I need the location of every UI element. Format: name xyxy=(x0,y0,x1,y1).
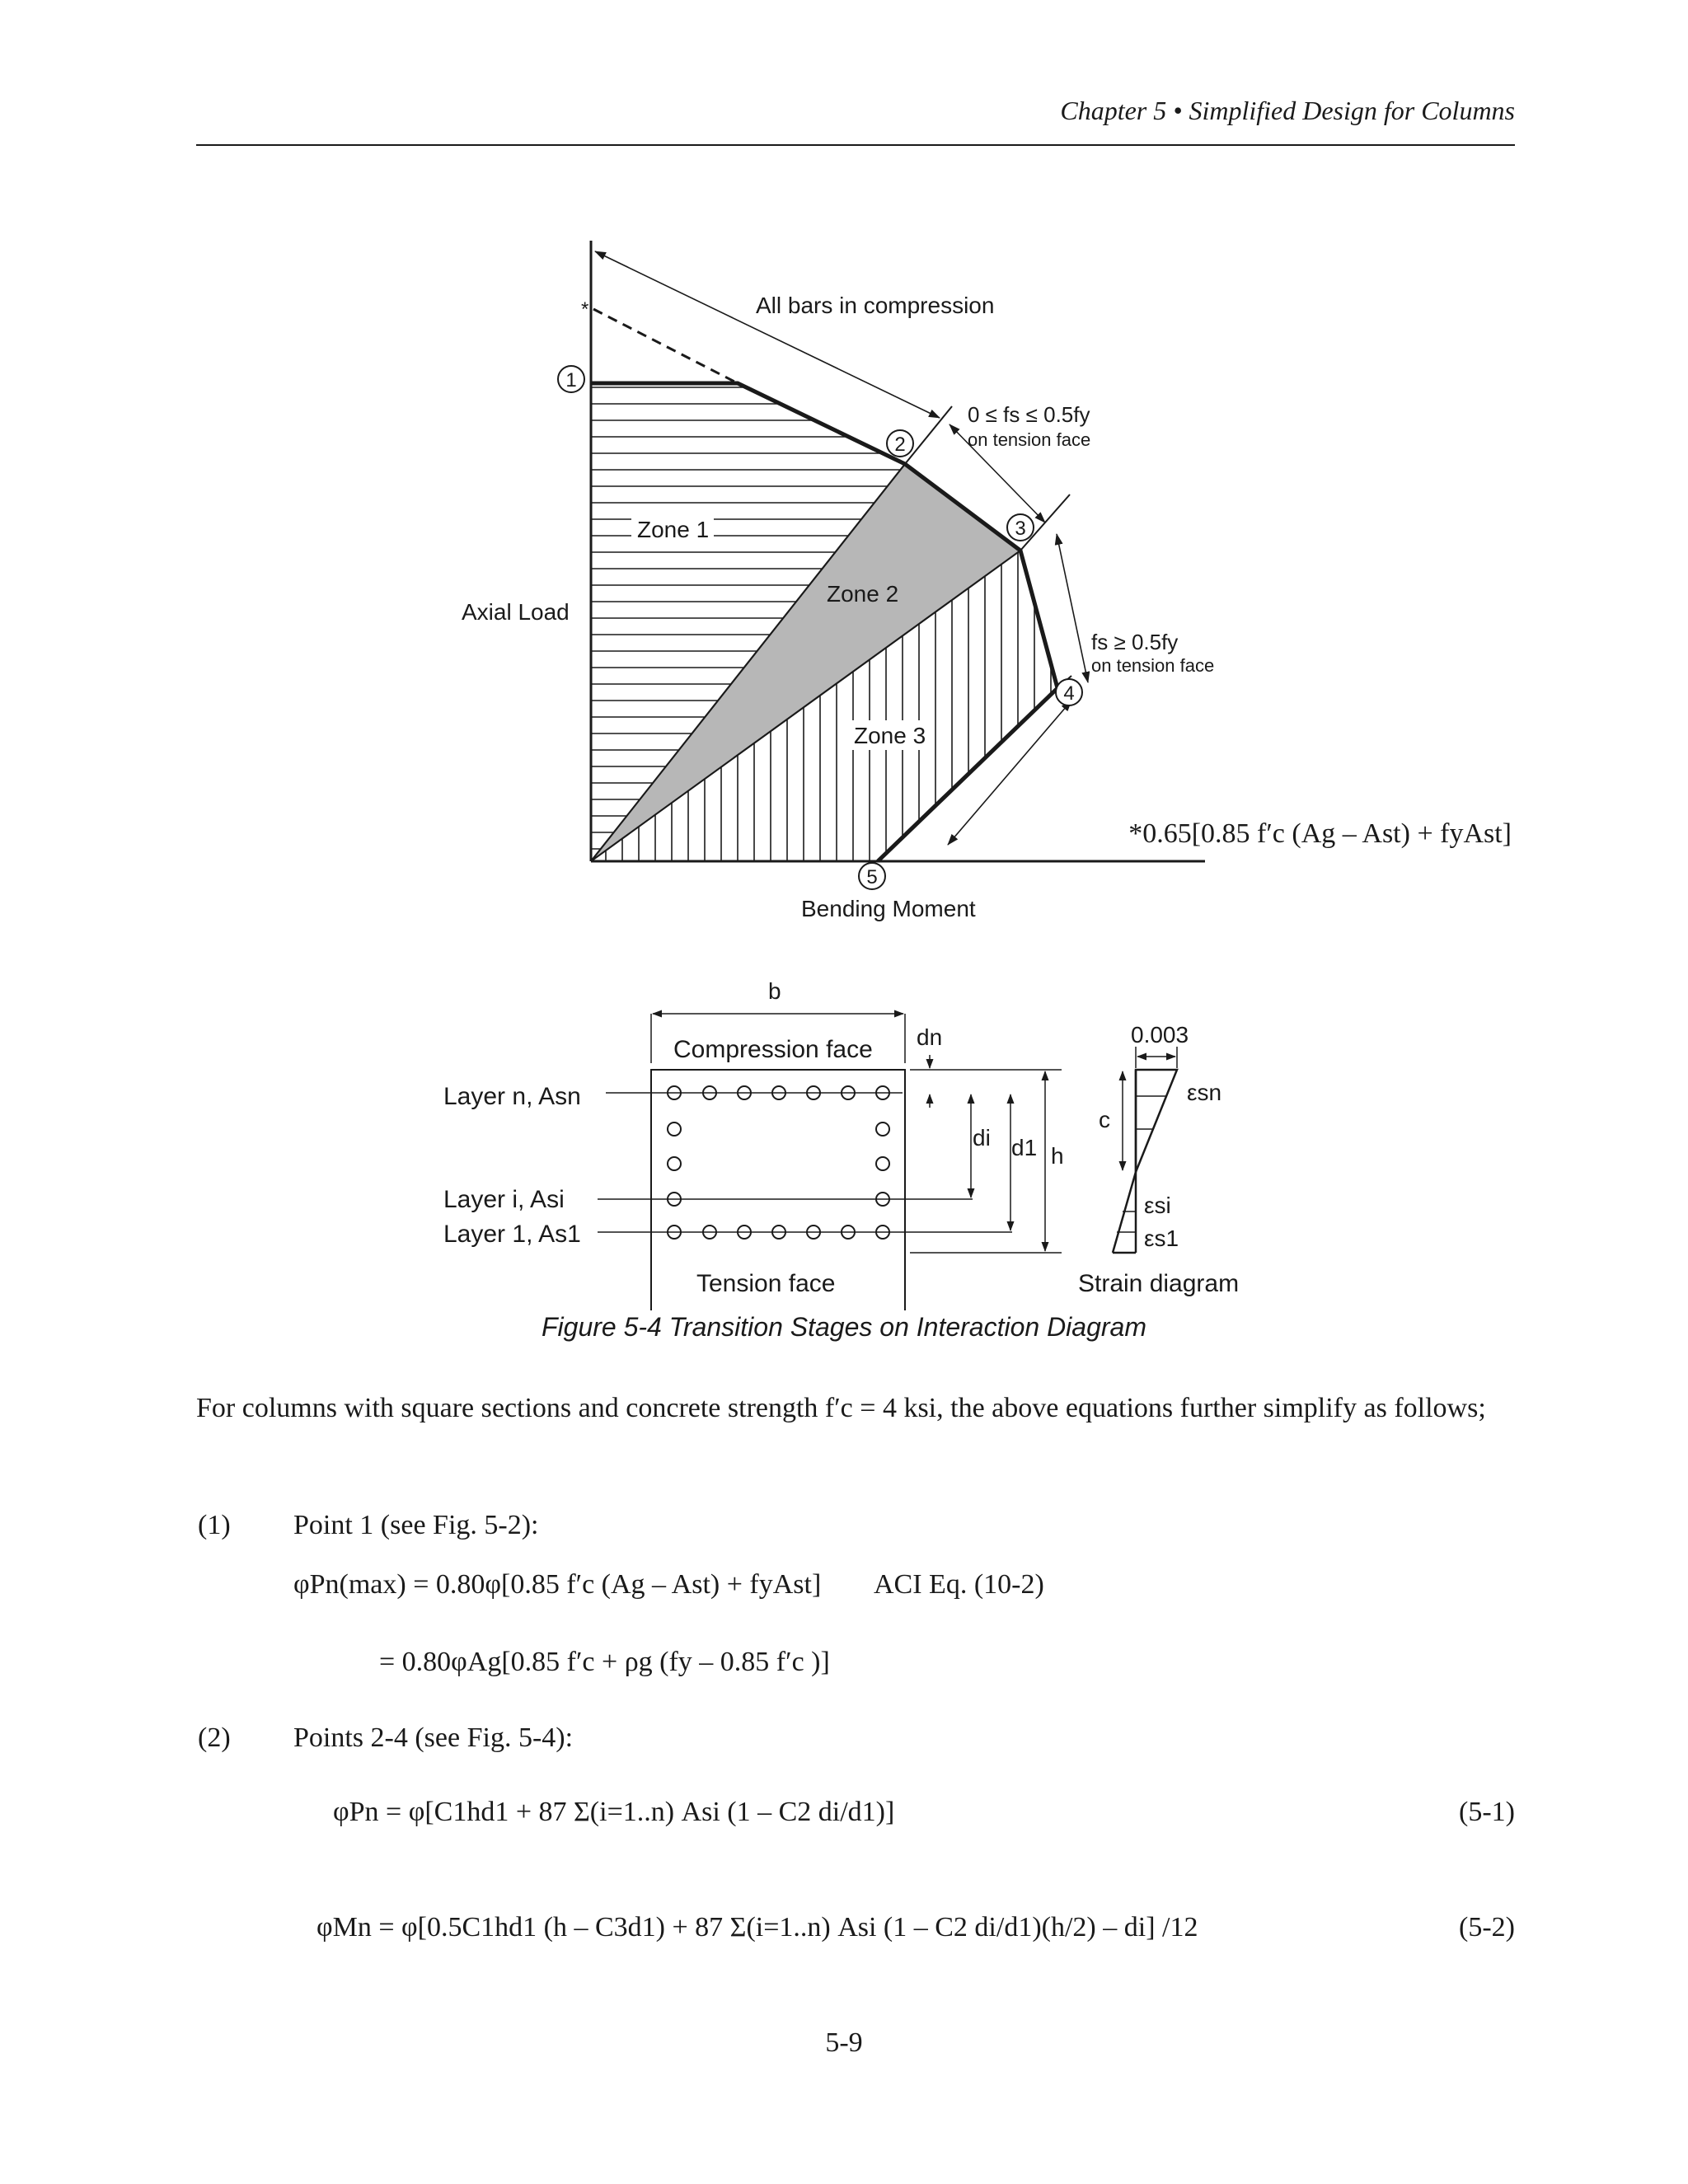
dn-label: dn xyxy=(917,1024,943,1050)
tension-face-label: Tension face xyxy=(696,1270,836,1297)
item1-number: (1) xyxy=(198,1510,231,1540)
point-2-label: 2 xyxy=(894,434,906,456)
point-1-label: 1 xyxy=(565,369,577,391)
h-label: h xyxy=(1051,1143,1064,1169)
intro-paragraph: For columns with square sections and concrete strength f′c = 4 ksi, the above equations further simplify as follows; xyxy=(196,1393,1486,1423)
page-number: 5-9 xyxy=(825,2027,863,2058)
interaction-diagram xyxy=(0,0,1688,940)
section-diagram xyxy=(0,948,1688,1310)
item2-text: Points 2-4 (see Fig. 5-4): xyxy=(293,1722,574,1753)
zone1-label: Zone 1 xyxy=(637,517,710,542)
equation-1a: φPn(max) = 0.80φ[0.85 f′c (Ag – Ast) + fyAst] xyxy=(293,1569,822,1600)
star-mark: * xyxy=(581,298,589,321)
strain-value-label: 0.003 xyxy=(1131,1022,1189,1047)
star-note: *0.65[0.85 f′c (Ag – Ast) + fyAst] xyxy=(1128,818,1512,849)
equation-1b: = 0.80φAg[0.85 f′c + ρg (fy – 0.85 f′c )] xyxy=(379,1647,830,1677)
c-label: c xyxy=(1099,1107,1110,1132)
figure-caption: Figure 5-4 Transition Stages on Interaction Diagram xyxy=(542,1312,1146,1342)
axial-load-label: Axial Load xyxy=(462,599,570,625)
equation-5-2: φMn = φ[0.5C1hd1 (h – C3d1) + 87 Σ(i=1..n) Asi (1 – C2 di/d1)(h/2) – di] /12 xyxy=(316,1912,1198,1943)
eps-sn-label: εsn xyxy=(1187,1080,1222,1105)
eps-s1-label: εs1 xyxy=(1144,1226,1179,1251)
di-label: di xyxy=(973,1125,991,1151)
bending-moment-label: Bending Moment xyxy=(801,896,976,921)
item1-text: Point 1 (see Fig. 5-2): xyxy=(293,1510,539,1540)
item2-number: (2) xyxy=(198,1722,231,1753)
eps-si-label: εsi xyxy=(1144,1193,1171,1218)
range1-line2: on tension face xyxy=(968,429,1091,450)
zone3-label: Zone 3 xyxy=(854,723,926,748)
strain-compression xyxy=(1136,1070,1177,1172)
range2-line2: on tension face xyxy=(1091,655,1215,676)
range2-line1: fs ≥ 0.5fy xyxy=(1091,630,1179,654)
compression-face-label: Compression face xyxy=(673,1036,873,1063)
point-3-label: 3 xyxy=(1015,518,1026,540)
running-header: Chapter 5 • Simplified Design for Columns xyxy=(1060,96,1515,125)
equation-5-2-number: (5-2) xyxy=(1459,1912,1515,1943)
rebar-circles xyxy=(668,1086,889,1239)
equation-5-1-number: (5-1) xyxy=(1459,1797,1515,1827)
layer-i-label: Layer i, Asi xyxy=(443,1186,565,1213)
all-bars-label: All bars in compression xyxy=(756,293,995,318)
range3-arrow xyxy=(948,701,1071,845)
strain-diagram-label: Strain diagram xyxy=(1078,1270,1240,1297)
point-4-label: 4 xyxy=(1063,682,1075,705)
layer-n-label: Layer n, Asn xyxy=(443,1083,581,1110)
star-dashed-line xyxy=(593,309,738,383)
b-label: b xyxy=(768,978,781,1004)
range1-line1: 0 ≤ fs ≤ 0.5fy xyxy=(968,402,1090,427)
equation-5-1: φPn = φ[C1hd1 + 87 Σ(i=1..n) Asi (1 – C2 di/d1)] xyxy=(333,1797,895,1827)
zone2-label: Zone 2 xyxy=(827,581,899,607)
range2-arrow xyxy=(1057,534,1088,682)
equation-1a-reference: ACI Eq. (10-2) xyxy=(874,1569,1044,1600)
point-5-label: 5 xyxy=(866,866,878,888)
d1-label: d1 xyxy=(1011,1135,1038,1160)
all-bars-arrow xyxy=(595,251,940,418)
layer-1-label: Layer 1, As1 xyxy=(443,1221,581,1248)
